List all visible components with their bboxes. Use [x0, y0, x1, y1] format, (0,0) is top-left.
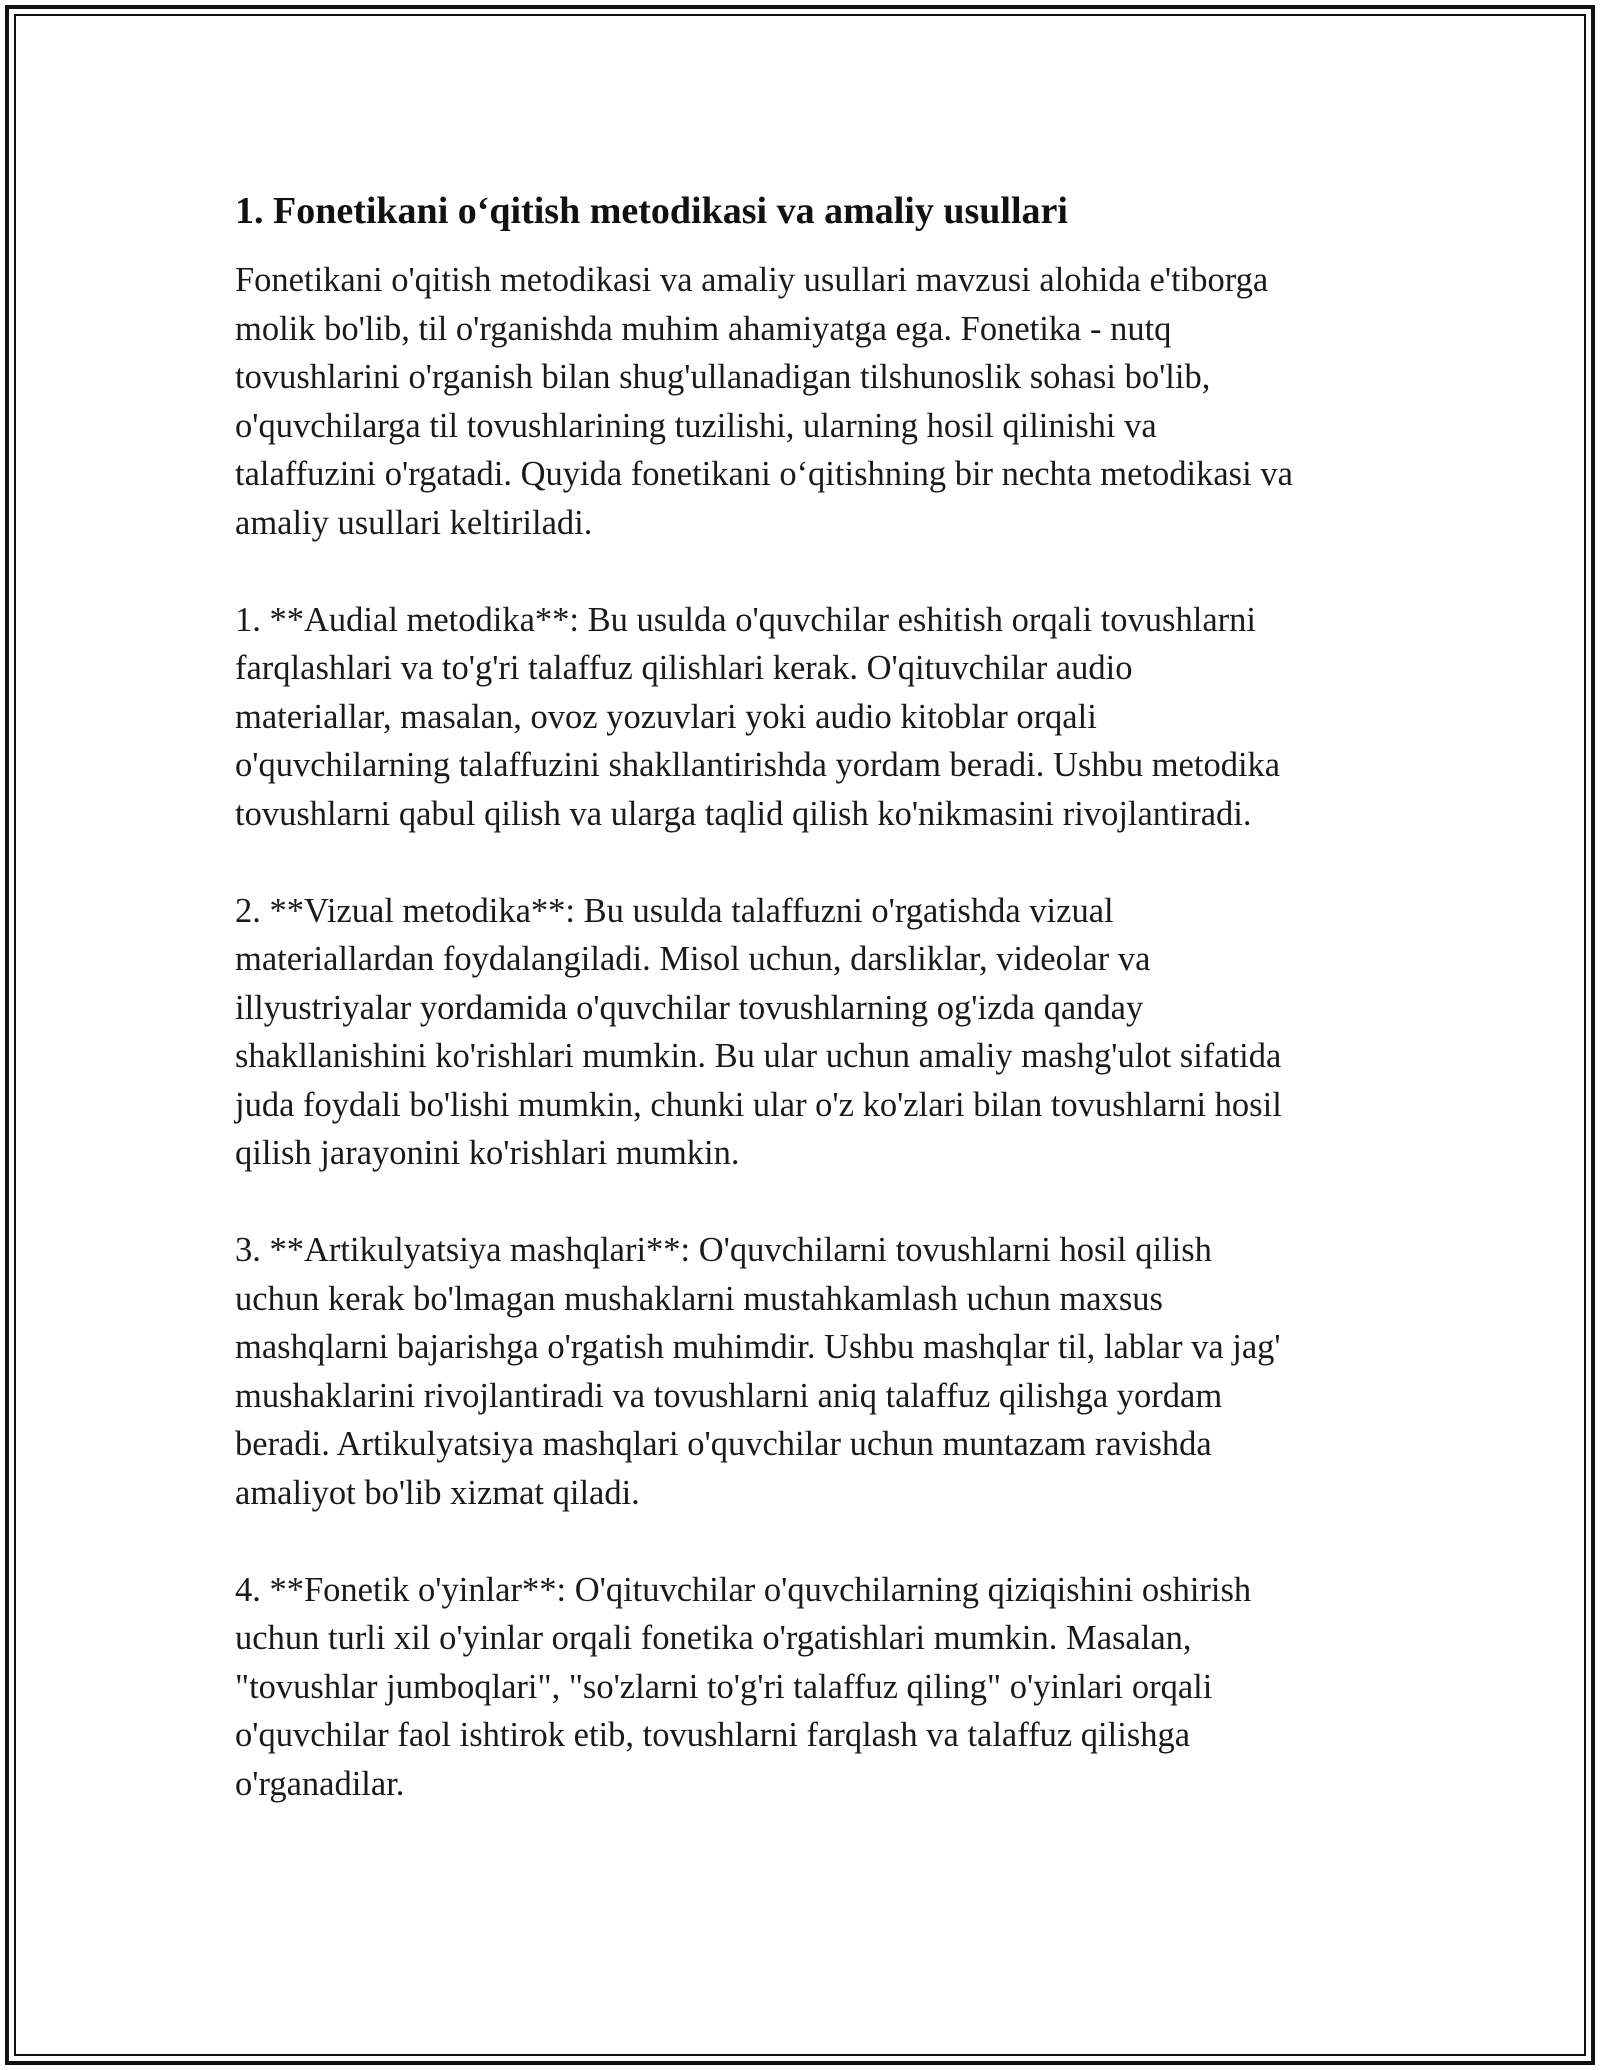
paragraph-line: uchun turli xil o'yinlar orqali fonetika o'rgatishlari mumkin. Masalan, [235, 1619, 1192, 1657]
paragraph-line: 1. **Audial metodika**: Bu usulda o'quvchilar eshitish orqali tovushlarni [235, 600, 1256, 639]
paragraph-line: uchun kerak bo'lmagan mushaklarni mustahkamlash uchun maxsus [235, 1279, 1163, 1318]
paragraph-line: farqlashlari va to'g'ri talaffuz qilishlari kerak. O'qituvchilar audio [235, 649, 1133, 687]
paragraph-line: o'quvchilarga til tovushlarining tuzilishi, ularning hosil qilinishi va [235, 406, 1157, 445]
paragraph-line: "tovushlar jumboqlari", "so'zlarni to'g'ri talaffuz qiling" o'yinlari orqali [235, 1667, 1213, 1706]
paragraph-line: illyustriyalar yordamida o'quvchilar tovushlarning og'izda qanday [235, 988, 1144, 1027]
paragraph-line: o'quvchilarning talaffuzini shakllantirishda yordam beradi. Ushbu metodika [235, 746, 1281, 784]
paragraph-line: materiallardan foydalangiladi. Misol uchun, darsliklar, videolar va [235, 940, 1151, 978]
document-body [235, 186, 1385, 1857]
paragraph-visual-method [235, 887, 1385, 1178]
paragraph-line: tovushlarni qabul qilish va ularga taqlid qilish ko'nikmasini rivojlantiradi. [235, 794, 1252, 833]
paragraph-line: o'rganadilar. [235, 1764, 405, 1803]
paragraph-line: 3. **Artikulyatsiya mashqlari**: O'quvchilarni tovushlarni hosil qilish [235, 1231, 1212, 1269]
document-title: 1. Fonetikani o‘qitish metodikasi va amaliy usullari [235, 190, 1068, 232]
paragraph-line: talaffuzini o'rgatadi. Quyida fonetikani o‘qitishning bir nechta metodikasi va [235, 455, 1293, 493]
paragraph-line: amaliyot bo'lib xizmat qiladi. [235, 1473, 640, 1512]
paragraph-line: amaliy usullari keltiriladi. [235, 503, 593, 542]
paragraph-line: shakllanishini ko'rishlari mumkin. Bu ular uchun amaliy mashg'ulot sifatida [235, 1037, 1282, 1075]
paragraph-line: 2. **Vizual metodika**: Bu usulda talaffuzni o'rgatishda vizual [235, 891, 1114, 930]
paragraph-line: Fonetikani o'qitish metodikasi va amaliy usullari mavzusi alohida e'tiborga [235, 261, 1269, 299]
paragraph-line: qilish jarayonini ko'rishlari mumkin. [235, 1134, 740, 1172]
paragraph-line: materiallar, masalan, ovoz yozuvlari yoki audio kitoblar orqali [235, 697, 1097, 736]
paragraph-line: mushaklarini rivojlantiradi va tovushlarni aniq talaffuz qilishga yordam [235, 1376, 1223, 1415]
paragraph-phonetic-games [235, 1566, 1385, 1809]
paragraph-line: mashqlarni bajarishga o'rgatish muhimdir. Ushbu mashqlar til, lablar va jag' [235, 1328, 1281, 1366]
paragraph-line: o'quvchilar faol ishtirok etib, tovushlarni farqlash va talaffuz qilishga [235, 1716, 1191, 1754]
paragraph-line: juda foydali bo'lishi mumkin, chunki ular o'z ko'zlari bilan tovushlarni hosil [235, 1085, 1282, 1124]
paragraph-articulation-exercises [235, 1226, 1385, 1517]
paragraph-line: 4. **Fonetik o'yinlar**: O'qituvchilar o'quvchilarning qiziqishini oshirish [235, 1570, 1252, 1609]
paragraph-line: tovushlarini o'rganish bilan shug'ullanadigan tilshunoslik sohasi bo'lib, [235, 358, 1211, 396]
paragraph-line: beradi. Artikulyatsiya mashqlari o'quvchilar uchun muntazam ravishda [235, 1425, 1212, 1463]
paragraph-intro [235, 256, 1385, 547]
paragraph-audial-method [235, 596, 1385, 839]
paragraph-line: molik bo'lib, til o'rganishda muhim ahamiyatga ega. Fonetika - nutq [235, 309, 1172, 348]
